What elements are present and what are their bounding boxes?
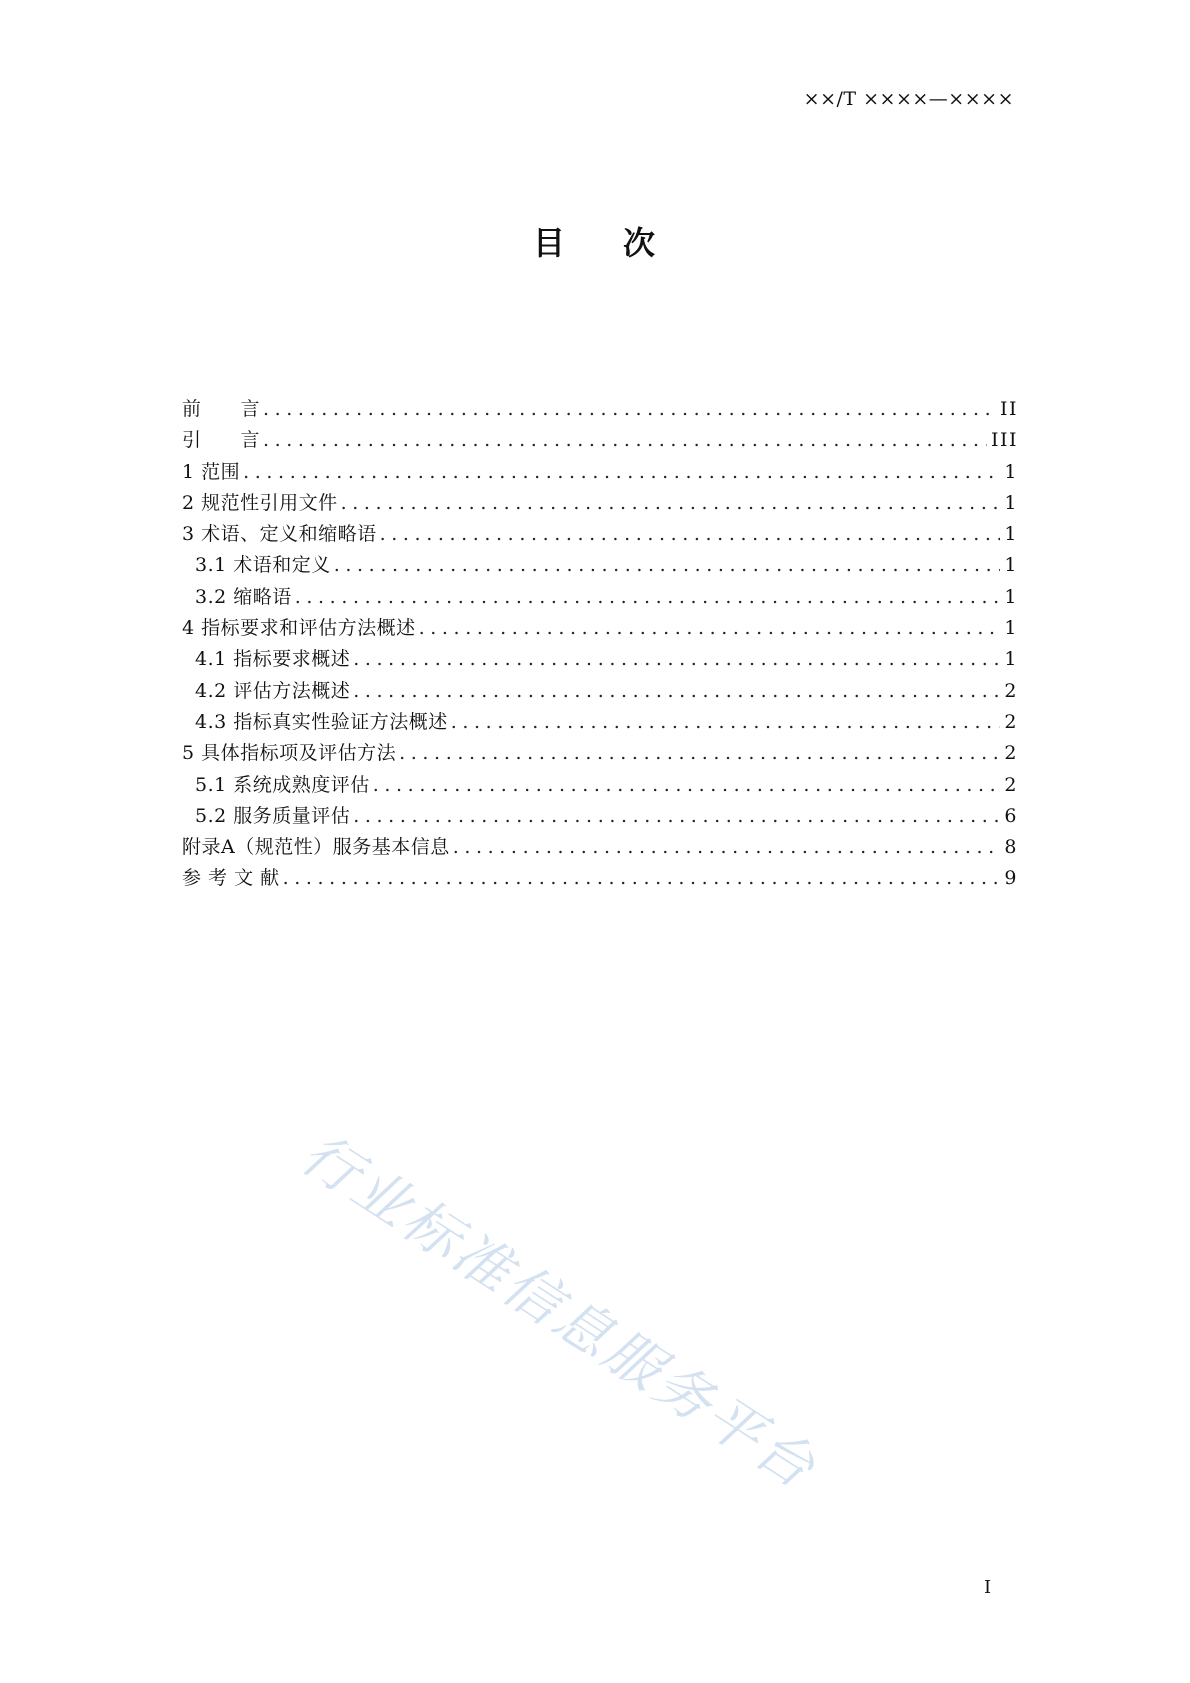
watermark: 行业标准信息服务平台 — [289, 1121, 829, 1503]
toc-leader-dots — [453, 832, 1001, 863]
toc-entry-label: 4 指标要求和评估方法概述 — [182, 617, 416, 640]
toc-entry-page: 1 — [1004, 460, 1018, 483]
page-number: I — [984, 1577, 992, 1598]
toc-entry-label: 参 考 文 献 — [182, 867, 280, 890]
toc-entry-page: 2 — [1004, 679, 1018, 702]
toc-entry-abbreviations[interactable] — [182, 582, 1018, 613]
page-title-char-2: 次 — [623, 224, 658, 262]
toc-entry-page: 1 — [1004, 491, 1018, 514]
toc-leader-dots — [341, 488, 1001, 519]
toc-entry-label: 4.1 指标要求概述 — [195, 648, 351, 671]
toc-entry-label: 4.2 评估方法概述 — [195, 679, 351, 702]
toc-entry-page: 1 — [1004, 617, 1018, 640]
toc-entry-page: 1 — [1004, 585, 1018, 608]
toc-leader-dots — [295, 582, 1001, 613]
toc-leader-dots — [263, 425, 987, 456]
toc-entry-page: III — [990, 429, 1018, 452]
toc-entry-page: II — [999, 398, 1018, 420]
toc-entry-terms[interactable] — [182, 550, 1018, 581]
toc-leader-dots — [451, 707, 1001, 738]
toc-entry-label: 3 术语、定义和缩略语 — [182, 523, 377, 546]
toc-entry-label: 3.2 缩略语 — [195, 585, 292, 608]
toc-entry-quality-assessment[interactable] — [182, 801, 1018, 832]
toc-entry-specific-indicators[interactable] — [182, 738, 1018, 769]
toc-entry-normative-references[interactable] — [182, 488, 1018, 519]
toc-entry-scope[interactable] — [182, 457, 1018, 488]
table-of-contents — [182, 394, 1018, 895]
toc-entry-label: 引 言 — [182, 429, 261, 452]
toc-entry-page: 1 — [1004, 523, 1018, 546]
toc-leader-dots — [334, 550, 1001, 581]
toc-entry-page: 1 — [1004, 554, 1018, 577]
document-code: ××/T ××××—×××× — [803, 88, 1014, 110]
toc-entry-maturity-assessment[interactable] — [182, 770, 1018, 801]
page-title-char-1: 目 — [532, 224, 567, 262]
toc-entry-page: 2 — [1004, 742, 1018, 765]
toc-entry-page: 2 — [1004, 710, 1018, 733]
toc-entry-page: 8 — [1004, 836, 1018, 859]
toc-entry-page: 1 — [1004, 648, 1018, 671]
toc-entry-bibliography[interactable] — [182, 863, 1018, 894]
toc-entry-label: 5 具体指标项及评估方法 — [182, 742, 397, 765]
toc-entry-label: 前 言 — [182, 398, 261, 420]
toc-entry-requirements-overview[interactable] — [182, 644, 1018, 675]
toc-leader-dots — [399, 738, 1000, 769]
toc-entry-label: 2 规范性引用文件 — [182, 491, 338, 514]
toc-leader-dots — [353, 644, 1000, 675]
toc-leader-dots — [380, 519, 1001, 550]
toc-entry-label: 4.3 指标真实性验证方法概述 — [195, 710, 448, 733]
page-title — [0, 218, 1190, 264]
toc-entry-appendix-a[interactable] — [182, 832, 1018, 863]
toc-leader-dots — [263, 394, 996, 425]
toc-entry-label: 1 范围 — [182, 460, 241, 483]
toc-entry-label: 3.1 术语和定义 — [195, 554, 331, 577]
toc-entry-page: 9 — [1004, 867, 1018, 890]
toc-leader-dots — [243, 457, 1000, 488]
toc-entry-page: 6 — [1004, 804, 1018, 827]
toc-entry-label: 5.2 服务质量评估 — [195, 804, 351, 827]
toc-entry-verification-overview[interactable] — [182, 707, 1018, 738]
toc-entry-terms-definitions[interactable] — [182, 519, 1018, 550]
toc-entry-page: 2 — [1004, 773, 1018, 796]
toc-entry-preface[interactable] — [182, 394, 1018, 425]
toc-entry-overview[interactable] — [182, 613, 1018, 644]
toc-entry-assessment-overview[interactable] — [182, 676, 1018, 707]
toc-leader-dots — [353, 676, 1000, 707]
toc-entry-introduction[interactable] — [182, 425, 1018, 456]
toc-leader-dots — [353, 801, 1000, 832]
toc-leader-dots — [283, 863, 1001, 894]
toc-entry-label: 附录A（规范性）服务基本信息 — [182, 836, 450, 859]
toc-entry-label: 5.1 系统成熟度评估 — [195, 773, 370, 796]
toc-leader-dots — [419, 613, 1001, 644]
toc-leader-dots — [373, 770, 1001, 801]
